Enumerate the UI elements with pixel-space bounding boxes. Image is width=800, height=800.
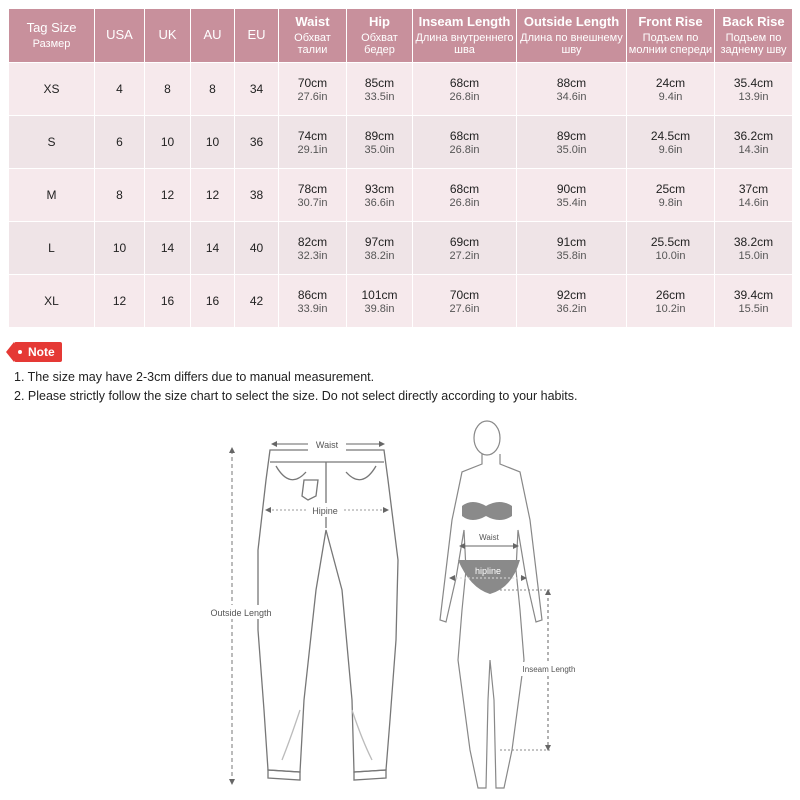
cell-au: 12 — [191, 169, 235, 222]
value-cm: 37cm — [738, 181, 769, 196]
value-cm: 88cm — [556, 75, 587, 90]
cell-eu: 38 — [235, 169, 279, 222]
cell-size: M — [9, 169, 95, 222]
body-waist-label: Waist — [479, 533, 499, 542]
pants-drawing — [258, 450, 398, 780]
value-cm: 70cm — [297, 75, 328, 90]
column-header — [413, 9, 517, 63]
value-cm: 35.4cm — [733, 75, 774, 90]
table-body — [9, 63, 793, 328]
value-cm: 36.2cm — [733, 128, 774, 143]
value-cm: 92cm — [556, 287, 587, 302]
cell-outside — [517, 275, 627, 328]
cell-waist — [279, 275, 347, 328]
value-inch: 26.8in — [449, 143, 480, 156]
cell-uk: 12 — [145, 169, 191, 222]
column-header — [347, 9, 413, 63]
cell-inseam — [413, 275, 517, 328]
value-inch: 13.9in — [738, 90, 769, 103]
cell-au: 8 — [191, 63, 235, 116]
cell-back-rise — [715, 275, 793, 328]
cell-front-rise — [627, 275, 715, 328]
cell-waist — [279, 169, 347, 222]
value-inch: 38.2in — [364, 249, 395, 262]
measurement-diagram — [0, 410, 800, 800]
value-cm: 24cm — [655, 75, 686, 90]
value-inch: 14.3in — [738, 143, 769, 156]
column-header-translation: Подъем по заднему шву — [720, 31, 787, 56]
cell-back-rise — [715, 169, 793, 222]
body-inseam-length-measure — [500, 590, 580, 750]
column-header — [517, 9, 627, 63]
cell-au: 10 — [191, 116, 235, 169]
cell-waist — [279, 116, 347, 169]
value-inch: 35.0in — [364, 143, 395, 156]
value-inch: 15.5in — [738, 302, 769, 315]
cell-eu: 40 — [235, 222, 279, 275]
column-header-label: Front Rise — [638, 14, 703, 30]
table-row — [9, 169, 793, 222]
body-hip-label: hipline — [474, 566, 502, 576]
cell-au: 14 — [191, 222, 235, 275]
cell-front-rise — [627, 63, 715, 116]
note-tag: Note — [14, 342, 62, 362]
column-header-translation: Подъем по молнии спереди — [628, 31, 713, 56]
value-inch: 26.8in — [449, 196, 480, 209]
value-inch: 39.8in — [364, 302, 395, 315]
value-cm: 85cm — [364, 75, 395, 90]
cell-usa: 12 — [95, 275, 145, 328]
value-cm: 39.4cm — [733, 287, 774, 302]
cell-size: L — [9, 222, 95, 275]
value-cm: 68cm — [449, 75, 480, 90]
cell-back-rise — [715, 63, 793, 116]
value-inch: 36.6in — [364, 196, 395, 209]
note-line-1: 1. The size may have 2-3cm differs due to manual measurement. — [14, 370, 375, 384]
value-inch: 35.4in — [556, 196, 587, 209]
measurement-illustration — [0, 410, 800, 800]
column-header-label: Inseam Length — [418, 14, 511, 30]
cell-outside — [517, 169, 627, 222]
value-inch: 10.0in — [655, 249, 686, 262]
cell-eu: 42 — [235, 275, 279, 328]
body-inseam-length-label: Inseam Length — [522, 665, 576, 674]
value-inch: 36.2in — [556, 302, 587, 315]
column-header-label: Hip — [369, 14, 390, 30]
value-inch: 34.6in — [556, 90, 587, 103]
cell-size: S — [9, 116, 95, 169]
value-cm: 24.5cm — [650, 128, 691, 143]
value-cm: 97cm — [364, 234, 395, 249]
cell-size: XL — [9, 275, 95, 328]
column-header-label: USA — [106, 27, 133, 43]
column-header — [191, 9, 235, 63]
value-inch: 35.0in — [556, 143, 587, 156]
note-line-2: 2. Please strictly follow the size chart to select the size. Do not select directly according to your habits. — [14, 389, 578, 403]
cell-outside — [517, 116, 627, 169]
value-inch: 9.8in — [658, 196, 683, 209]
column-header-label: AU — [203, 27, 222, 43]
value-cm: 25cm — [655, 181, 686, 196]
value-cm: 90cm — [556, 181, 587, 196]
cell-size: XS — [9, 63, 95, 116]
table-row — [9, 63, 793, 116]
cell-waist — [279, 63, 347, 116]
column-header-label: Outside Length — [523, 14, 620, 30]
cell-outside — [517, 63, 627, 116]
value-cm: 68cm — [449, 128, 480, 143]
value-inch: 27.6in — [297, 90, 328, 103]
column-header-translation: Обхват талии — [294, 31, 331, 56]
body-figure — [440, 421, 542, 788]
pants-outside-length-label: Outside Length — [210, 608, 272, 618]
column-header-translation: Длина внутреннего шва — [415, 31, 514, 56]
value-inch: 14.6in — [738, 196, 769, 209]
cell-usa: 10 — [95, 222, 145, 275]
cell-uk: 14 — [145, 222, 191, 275]
pants-waist-measure — [274, 437, 382, 451]
column-header — [279, 9, 347, 63]
table-row — [9, 275, 793, 328]
cell-hip — [347, 116, 413, 169]
value-inch: 27.2in — [449, 249, 480, 262]
column-header — [235, 9, 279, 63]
value-inch: 33.5in — [364, 90, 395, 103]
value-cm: 26cm — [655, 287, 686, 302]
value-cm: 91cm — [556, 234, 587, 249]
cell-back-rise — [715, 222, 793, 275]
cell-usa: 6 — [95, 116, 145, 169]
cell-hip — [347, 275, 413, 328]
value-cm: 25.5cm — [650, 234, 691, 249]
value-inch: 33.9in — [297, 302, 328, 315]
column-header-label: UK — [158, 27, 177, 43]
bra-shape — [462, 502, 512, 520]
table-header-row — [9, 9, 793, 63]
column-header — [9, 9, 95, 63]
value-inch: 30.7in — [297, 196, 328, 209]
column-header-label: Tag Size — [26, 20, 77, 36]
cell-front-rise — [627, 116, 715, 169]
column-header — [95, 9, 145, 63]
size-chart-table — [8, 8, 793, 328]
column-header-translation: Размер — [32, 37, 71, 50]
table-row — [9, 222, 793, 275]
value-cm: 38.2cm — [733, 234, 774, 249]
pants-hip-label: Hipine — [312, 506, 338, 516]
value-inch: 26.8in — [449, 90, 480, 103]
column-header-translation: Длина по внешнему шву — [520, 31, 623, 56]
cell-outside — [517, 222, 627, 275]
pants-waist-label: Waist — [315, 440, 339, 450]
cell-uk: 10 — [145, 116, 191, 169]
cell-front-rise — [627, 169, 715, 222]
cell-uk: 16 — [145, 275, 191, 328]
cell-hip — [347, 63, 413, 116]
body-waist-measure — [462, 533, 516, 546]
value-cm: 101cm — [361, 287, 398, 302]
cell-eu: 36 — [235, 116, 279, 169]
value-inch: 15.0in — [738, 249, 769, 262]
value-cm: 74cm — [297, 128, 328, 143]
cell-au: 16 — [191, 275, 235, 328]
value-cm: 93cm — [364, 181, 395, 196]
value-inch: 9.6in — [658, 143, 683, 156]
column-header-translation: Обхват бедер — [361, 31, 398, 56]
column-header — [145, 9, 191, 63]
value-cm: 69cm — [449, 234, 480, 249]
column-header-label: Back Rise — [722, 14, 785, 30]
cell-inseam — [413, 116, 517, 169]
column-header — [627, 9, 715, 63]
cell-waist — [279, 222, 347, 275]
cell-front-rise — [627, 222, 715, 275]
value-inch: 10.2in — [655, 302, 686, 315]
cell-hip — [347, 222, 413, 275]
value-cm: 78cm — [297, 181, 328, 196]
value-inch: 35.8in — [556, 249, 587, 262]
pants-hip-measure — [268, 503, 386, 517]
cell-back-rise — [715, 116, 793, 169]
cell-usa: 4 — [95, 63, 145, 116]
value-inch: 29.1in — [297, 143, 328, 156]
cell-inseam — [413, 222, 517, 275]
column-header-label: EU — [247, 27, 266, 43]
value-inch: 27.6in — [449, 302, 480, 315]
cell-usa: 8 — [95, 169, 145, 222]
column-header — [715, 9, 793, 63]
value-inch: 9.4in — [658, 90, 683, 103]
cell-inseam — [413, 63, 517, 116]
value-cm: 82cm — [297, 234, 328, 249]
value-cm: 68cm — [449, 181, 480, 196]
value-cm: 89cm — [364, 128, 395, 143]
cell-hip — [347, 169, 413, 222]
column-header-label: Waist — [295, 14, 330, 30]
table-row — [9, 116, 793, 169]
cell-eu: 34 — [235, 63, 279, 116]
cell-uk: 8 — [145, 63, 191, 116]
value-inch: 32.3in — [297, 249, 328, 262]
value-cm: 86cm — [297, 287, 328, 302]
cell-inseam — [413, 169, 517, 222]
value-cm: 89cm — [556, 128, 587, 143]
value-cm: 70cm — [449, 287, 480, 302]
